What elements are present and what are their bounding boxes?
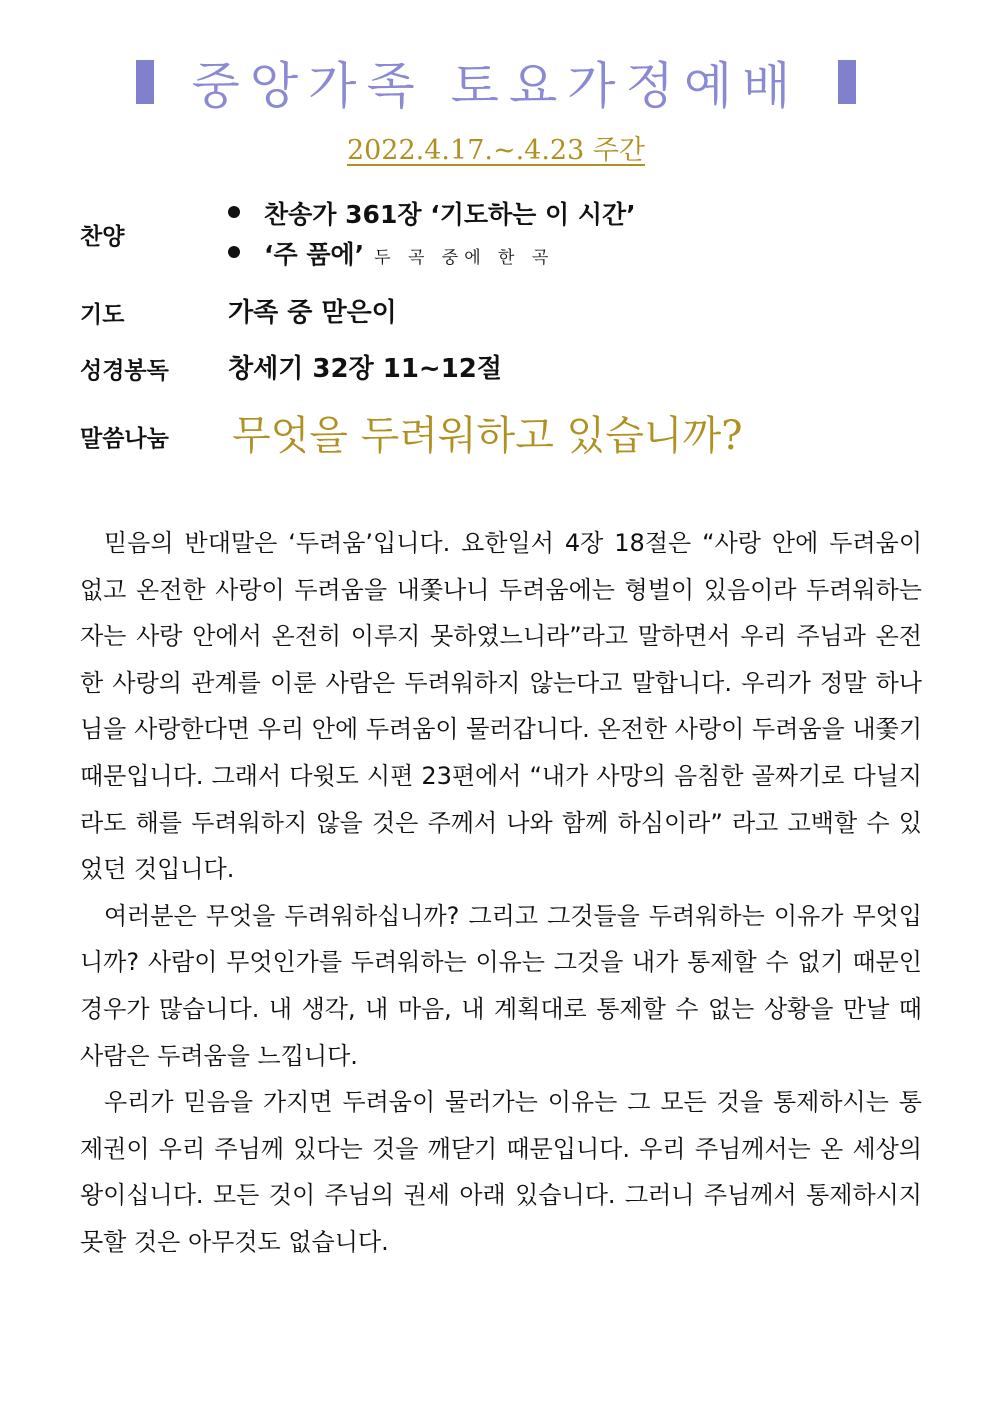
body-paragraph: 여러분은 무엇을 두려워하십니까? 그리고 그것들을 두려워하는 이유가 무엇입니까? 사람이 무엇인가를 두려워하는 이유는 그것을 내가 통제할 수 없기 때문인 경우가 많습니다. 내 생각, 내 마음, 내 계획대로 통제할 수 없는 상황을 만날 때 사람은 두려움을 느낍니다. <box>80 901 922 1070</box>
page-title: 중앙가족 토요가정예배 <box>191 57 801 115</box>
hymn-label: 찬양 <box>80 224 125 250</box>
sermon-label: 말씀나눔 <box>80 426 169 452</box>
scripture-label: 성경봉독 <box>80 358 169 384</box>
bullet-icon <box>228 206 240 218</box>
date-range-text: 2022.4.17.~.4.23 주간 <box>346 135 646 166</box>
sermon-body <box>80 520 922 1266</box>
hymn-item-title: ‘주 품에’ <box>264 240 365 269</box>
hymn-list <box>228 195 636 275</box>
hymn-item <box>228 195 636 235</box>
date-range <box>0 128 992 167</box>
prayer-value: 가족 중 맏은이 <box>228 298 397 328</box>
hymn-item-title: 찬송가 361장 ‘기도하는 이 시간’ <box>264 200 636 229</box>
hymn-item <box>228 235 636 275</box>
sermon-title: 무엇을 두려워하고 있습니까? <box>232 413 743 459</box>
hymn-item-note: 두 곡 중에 한 곡 <box>374 248 555 268</box>
title-bar-left-decoration <box>136 60 154 104</box>
scripture-value: 창세기 32장 11~12절 <box>228 354 503 384</box>
title-bar-right-decoration <box>838 60 856 104</box>
body-paragraph: 우리가 믿음을 가지면 두려움이 물러가는 이유는 그 모든 것을 통제하시는 통제권이 우리 주님께 있다는 것을 깨닫기 때문입니다. 우리 주님께서는 온 세상의 왕이십니다. 모든 것이 주님의 권세 아래 있습니다. 그러니 주님께서 통제하시지 못할 것은 아무것도 없습니다. <box>80 1088 922 1256</box>
prayer-label: 기도 <box>80 302 125 328</box>
title-row <box>0 44 992 120</box>
body-paragraph: 믿음의 반대말은 ‘두려움’입니다. 요한일서 4장 18절은 “사랑 안에 두려움이 없고 온전한 사랑이 두려움을 내쫓나니 두려움에는 형벌이 있음이라 두려워하는 자는 사랑 안에서 온전히 이루지 못하였느니라”라고 말하면서 우리 주님과 온전한 사랑의 관계를 이룬 사람은 두려워하지 않는다고 말합니다. 우리가 정말 하나님을 사랑한다면 우리 안에 두려움이 물러갑니다. 온전한 사랑이 두려움을 내쫓기 때문입니다. 그래서 다윗도 시편 23편에서 “내가 사망의 음침한 골짜기로 다닐지라도 해를 두려워하지 않을 것은 주께서 나와 함께 하심이라” 라고 고백할 수 있었던 것입니다. <box>80 529 922 884</box>
bullet-icon <box>228 246 240 258</box>
